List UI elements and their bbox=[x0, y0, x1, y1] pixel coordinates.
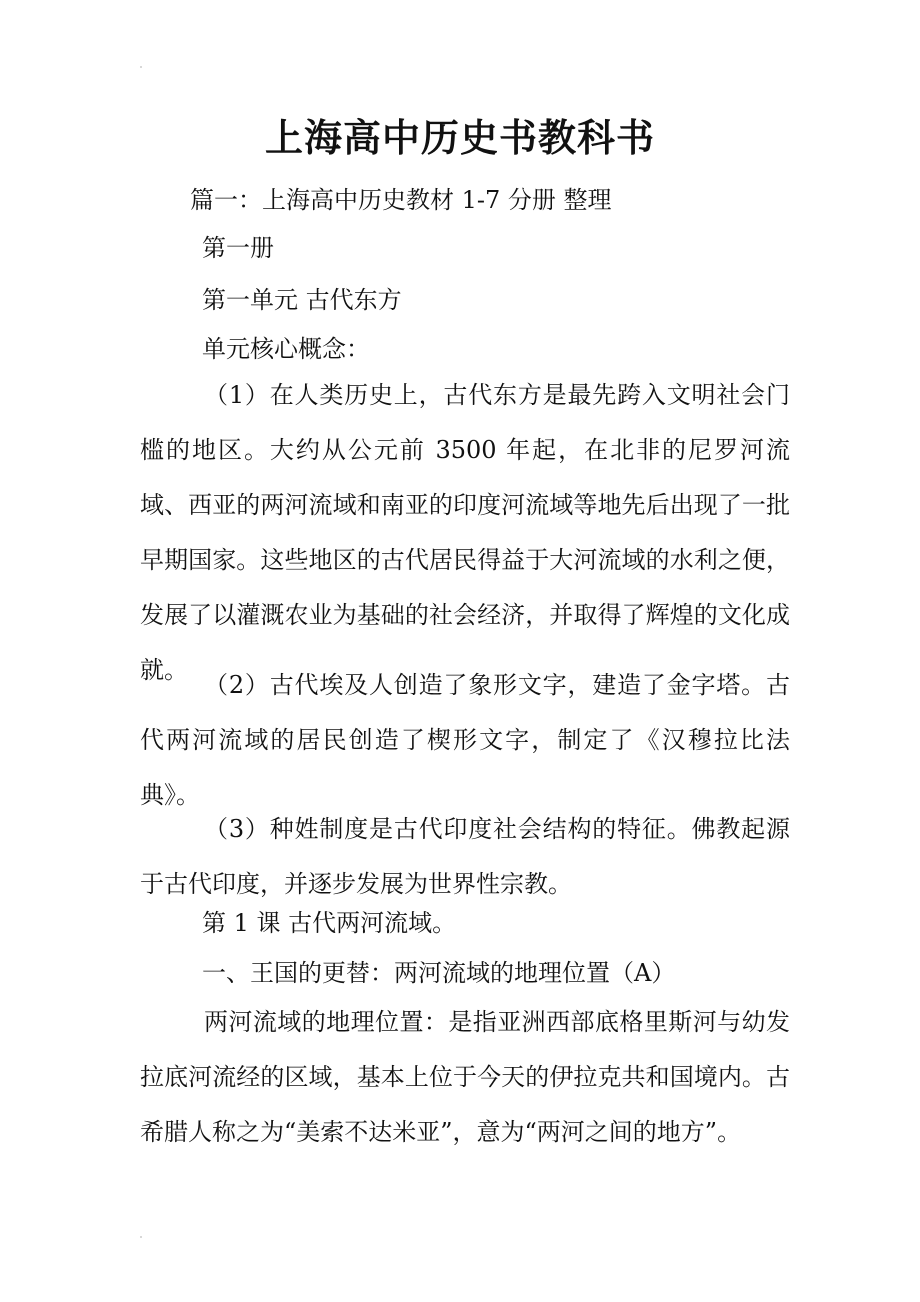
lesson-heading: 第 1 课 古代两河流域。 bbox=[202, 909, 457, 937]
core-concepts-label: 单元核心概念： bbox=[202, 335, 370, 363]
section-heading: 篇一：上海高中历史教材 1-7 分册 整理 bbox=[190, 186, 612, 214]
volume-heading: 第一册 bbox=[202, 234, 274, 262]
page-corner-mark bbox=[140, 66, 142, 68]
concept-paragraph-3: （3）种姓制度是古代印度社会结构的特征。佛教起源于古代印度，并逐步发展为世界性宗教。 bbox=[140, 815, 790, 898]
concept-paragraph-2: （2）古代埃及人创造了象形文字，建造了金字塔。古代两河流域的居民创造了楔形文字，制定了《汉穆拉比法典》。 bbox=[140, 671, 790, 809]
concept-paragraph-1: （1）在人类历史上，古代东方是最先跨入文明社会门槛的地区。大约从公元前 3500 年起，在北非的尼罗河流域、西亚的两河流域和南亚的印度河流域等地先后出现了一批早期国家。这些地区的古代居民得益于大河流域的水利之便，发展了以灌溉农业为基础的社会经济，并取得了辉煌的文化成就。 bbox=[140, 381, 790, 684]
subsection-heading: 一、王国的更替：两河流域的地理位置（A） bbox=[202, 959, 676, 987]
page-corner-mark bbox=[140, 1236, 142, 1238]
document-title: 上海高中历史书教科书 bbox=[264, 115, 655, 160]
geography-paragraph: 两河流域的地理位置：是指亚洲西部底格里斯河与幼发拉底河流经的区域，基本上位于今天的伊拉克共和国境内。古希腊人称之为“美索不达米亚”，意为“两河之间的地方”。 bbox=[140, 1008, 790, 1146]
unit-heading: 第一单元 古代东方 bbox=[202, 286, 402, 314]
